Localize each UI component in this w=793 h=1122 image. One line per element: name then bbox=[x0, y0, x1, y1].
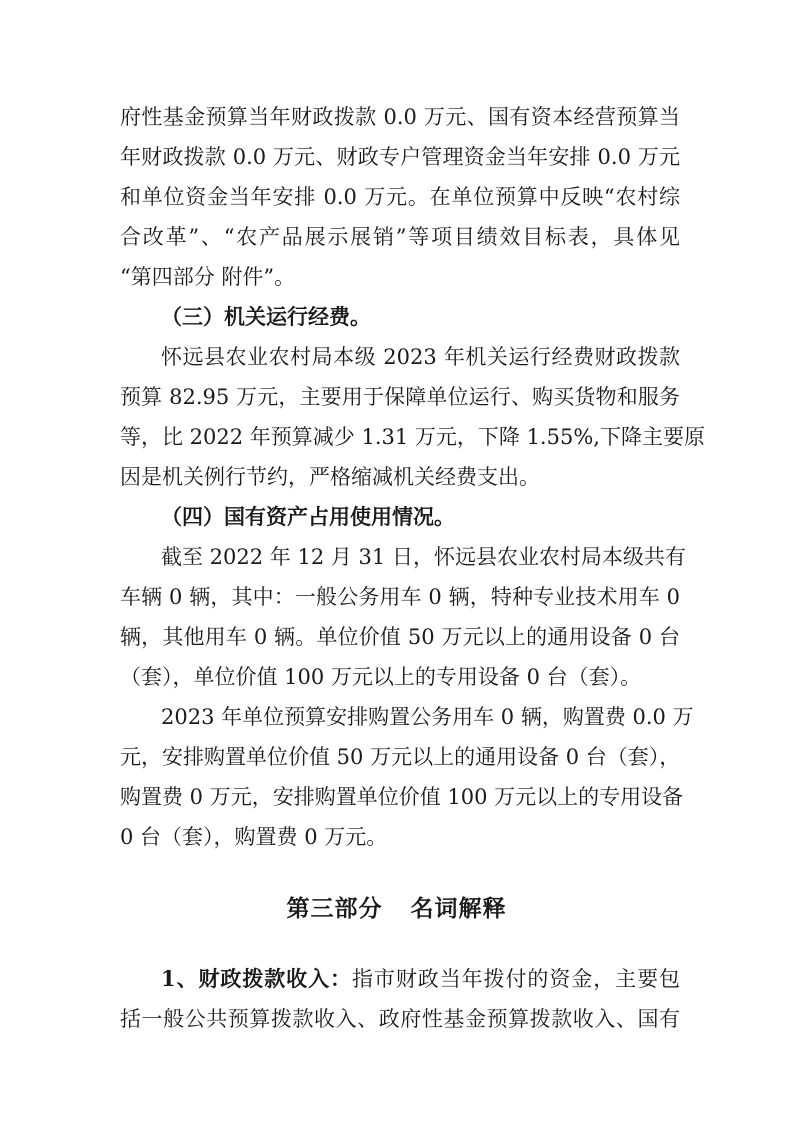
part-title-number: 第三部分 bbox=[286, 896, 383, 922]
part-title-name: 名词解释 bbox=[410, 896, 507, 922]
text-line: 合改革”、“农产品展示展销”等项目绩效目标表，具体见 bbox=[120, 225, 680, 249]
text-line: 购置费 0 万元，安排购置单位价值 100 万元以上的专用设备 bbox=[120, 785, 684, 809]
text-line: 2023 年单位预算安排购置公务用车 0 辆，购置费 0.0 万 bbox=[161, 705, 694, 729]
text-line: （套），单位价值 100 万元以上的专用设备 0 台（套）。 bbox=[120, 665, 642, 689]
text-line: “第四部分 附件”。 bbox=[120, 265, 296, 289]
text-line: 怀远县农业农村局本级 2023 年机关运行经费财政拨款 bbox=[161, 345, 680, 369]
text-line: 截至 2022 年 12 月 31 日，怀远县农业农村局本级共有 bbox=[161, 545, 686, 569]
text-line: 辆，其他用车 0 辆。单位价值 50 万元以上的通用设备 0 台 bbox=[120, 625, 680, 649]
section-heading-state-assets: （四）国有资产占用使用情况。 bbox=[161, 504, 455, 529]
text-line: 元，安排购置单位价值 50 万元以上的通用设备 0 台（套）， bbox=[120, 745, 681, 769]
section-heading-operating-expenses: （三）机关运行经费。 bbox=[161, 304, 371, 329]
definition-text: 指市财政当年拨付的资金，主要包 bbox=[351, 967, 680, 991]
text-line: 车辆 0 辆，其中：一般公务用车 0 辆，特种专业技术用车 0 bbox=[120, 585, 680, 609]
text-line: 等，比 2022 年预算减少 1.31 万元，下降 1.55%,下降主要原 bbox=[120, 425, 705, 449]
text-line: 预算 82.95 万元，主要用于保障单位运行、购买货物和服务 bbox=[120, 385, 680, 409]
part-title bbox=[0, 891, 793, 927]
text-line: 0 台（套），购置费 0 万元。 bbox=[120, 825, 388, 849]
text-line: 括一般公共预算拨款收入、政府性基金预算拨款收入、国有 bbox=[120, 1007, 680, 1031]
text-line: 和单位资金当年安排 0.0 万元。在单位预算中反映“农村综 bbox=[120, 185, 680, 209]
text-line: 府性基金预算当年财政拨款 0.0 万元、国有资本经营预算当 bbox=[120, 105, 680, 129]
definition-term: 1、财政拨款收入： bbox=[161, 966, 352, 991]
text-line: 因是机关例行节约，严格缩减机关经费支出。 bbox=[120, 465, 540, 489]
text-line: 年财政拨款 0.0 万元、财政专户管理资金当年安排 0.0 万元 bbox=[120, 145, 680, 169]
definition-line bbox=[161, 961, 680, 997]
